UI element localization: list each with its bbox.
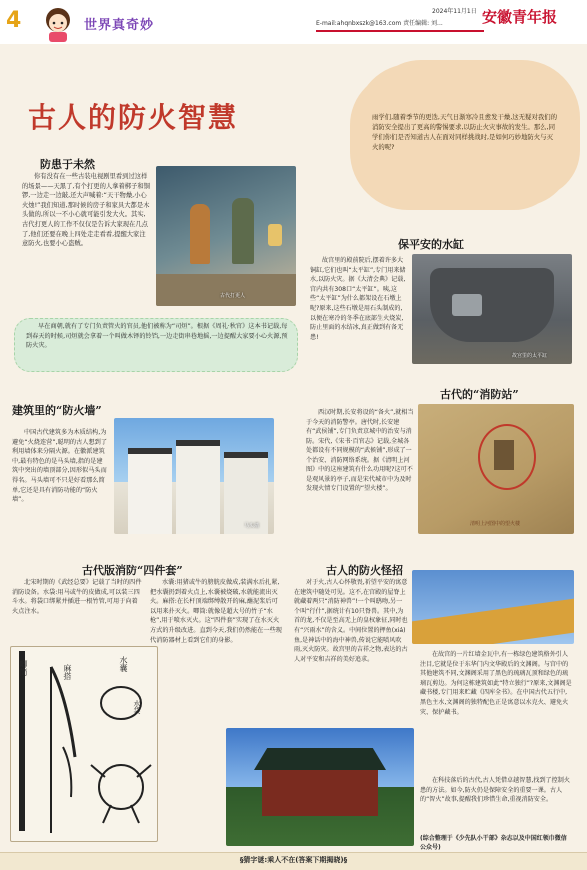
page-number: 4 [6,8,22,33]
s1-note: 早在商朝,就有了专门负责管火的官员,他们被称为“司烜”。根据《周礼·秋官》这本书记载,每到春天的时候,司烜就会拿着一个叫做木铎的铃铛,一边走街串巷地摇,一边提醒大家要小心火源,预防火灾。 [26,323,288,350]
label-pump: 唧筒 [19,660,28,676]
s4-body: 西汉时期,长安将设的“备火”,就相当于今天的消防警亭。唐代时,长安建有“武侯铺”,专门负责京城中的治安与消防。宋代,《宋书·百官志》记载,全城各处都设有不同规模的“武候铺”,形成了一个治安、消防网络系统。据《清明上河图》中的这座建筑有什么功用呢?这可不是观风景的亭子,而是宋代城市中为及时发现火情专门设置的“望火楼”。 [306,409,414,492]
section-title-s5: 古代版消防“四件套” [82,564,183,577]
kid-mascot-icon [38,4,78,44]
s6-body2: 在故宫的一片红墙金瓦中,有一栋绿色建筑格外引人注目,它就是位于东华门内文华殿后的文渊阁。与宫中的其他建筑不同,文渊阁采用了黑色的琉璃瓦顶和绿色的琉璃瓦剪边。为何这栋建筑如此“特立独行”?原来,文渊阁是藏书楼,专门用来贮藏《四库全书》。在中国古代五行中,黑色主水,文渊阁的独特配色正是寓意以水克火、避免火灾、保护藏书。 [420,651,572,716]
s3-caption: 马头墙 [244,523,260,529]
footer-riddle: §猜字谜:乘人不在(答案下期揭晓)§ [239,856,348,864]
fire-watchtower-image [418,404,574,534]
email-line: E-mail:ahqnbxszk@163.com 责任编辑: 刘... [316,20,443,27]
s5-col2: 水囊:用猪或牛的膀胱皮做成,装满水后扎紧,把水囊扔到着火点上,水囊被烧破,水就能流出灭火。麻搭:在长杆顶端绑缚散开的麻,蘸泥浆后可以用来扑灭火。唧筒:就像是超大号的竹子“水枪”,用于喷水灭火。这“四件套”实现了在水灭火方式的升级改进。直到今天,我们仍然能在一些现代消防器材上看到它们的身影。 [150,579,282,644]
s4-caption: 清明上河图中的望火楼 [470,521,521,527]
label-water-sac: 水囊 [119,656,128,672]
s2-body: 故宫里的殿前院后,摆着许多大铜缸,它们也叫“太平缸”,专门用来储水,以防火灾。据《大清会典》记载,宫内共有308口“太平缸”。咦,这些“太平缸”为什么都架设在石墩上呢?原来,这些石墩是用石头制成的,以便在寒冷的冬季在底部生火烧炭,防止里面的水结冰,真正做到有备无患! [310,257,406,341]
s1-caption: 古代打更人 [220,293,246,299]
water-vat-image [412,254,572,364]
wenyuan-pavilion-image [226,728,414,846]
section-title-s6: 古人的防火怪招 [326,564,403,577]
s5-col1: 北宋时期的《武经总要》记载了当时的四件消防设备。水袋:用马或牛的皮做成,可以装三四斗水。将袋口绑紧并插进一根竹管,可用于向着火点注水。 [12,579,142,615]
label-mop: 麻搭 [63,664,72,680]
section-title-s1: 防患于未然 [40,158,95,171]
main-title: 古人的防火智慧 [28,101,239,134]
s3-body: 中国古代建筑多为木质结构,为避免“火烧连营”,聪明的古人想到了利用墙体来分隔火源。在徽派建筑中,最有特色的是马头墙,指的是建筑中突出的墙顶部分,因形似马头而得名。马头墙可不只是好看那么简单,它还是具有消防功能的“防火墙”。 [12,429,108,504]
column-title: 世界真奇妙 [84,18,155,33]
s2-caption: 故宫里的太平缸 [512,353,548,359]
fire-tools-illustration [10,646,158,842]
s6-body: 对于火,古人心怀敬畏,祈望平安的寓意在建筑中随处可见。这不,在宫殿的屋脊上就藏着两只“消防神兽”!一个叫鸱吻,另一个叫“行什”,据统计有10只脊兽。其中,为首的龙,不仅是至高无上的皇权象征,同时也有“兴雨水”的含义。中间位置的押鱼(xiá)鱼,是神话中的海中神兽,传说它能喷风吹雨,灭火防灾。故宫里的吉祥之物,表达的古人对平安和吉祥的美好追求。 [294,579,408,663]
s6-source: (综合整理于《少先队小干部》杂志以及中国红领巾微信公众号) [420,835,567,851]
section-title-s3: 建筑里的“防火墙” [12,404,102,417]
horsehead-wall-image [114,418,274,534]
s1-body: 你有没有在一些古装电视剧里看到过这样的场景——天黑了,有个打更的人拿着梆子和铜锣,一边走一边敲,还大声喊着:“天干物燥,小心火烛!”我们知道,那时候的房子和家具大都是木头做的,所以一不小心就可能引发大火。其实,古代打更人的工作不仅仅是告诉大家现在几点了,他们还要在晚上四处走走看看,提醒大家注意防火,也要小心盗贼。 [22,173,150,248]
section-title-s2: 保平安的水缸 [398,238,464,251]
header-divider [316,30,484,32]
section-title-s4: 古代的“消防站” [440,388,519,401]
night-watchman-image [156,166,296,306]
roof-beasts-image [412,570,574,644]
s6-body3: 在科技落后的古代,古人凭借卓越智慧,找到了控制火患的方法。如今,防火仍是保障安全的重要一课。古人的“智火”故事,提醒我们珍惜生命,重视消防安全。 [420,777,570,804]
label-water-bag: 水袋 [133,700,141,714]
date-line: 2024年11月1日 [432,8,477,15]
intro-text: 雨学们,随着季节的更迭,天气日渐寒冷且愈发干燥,这无疑对我们的消防安全提出了更高的警惕要求,以防止火灾事故的发生。那么,同学们你们是否知道古人在面对同样挑战时,是如何巧妙地防火与灭火的呢? [372,113,558,151]
masthead: 安徽青年报 [482,8,558,26]
